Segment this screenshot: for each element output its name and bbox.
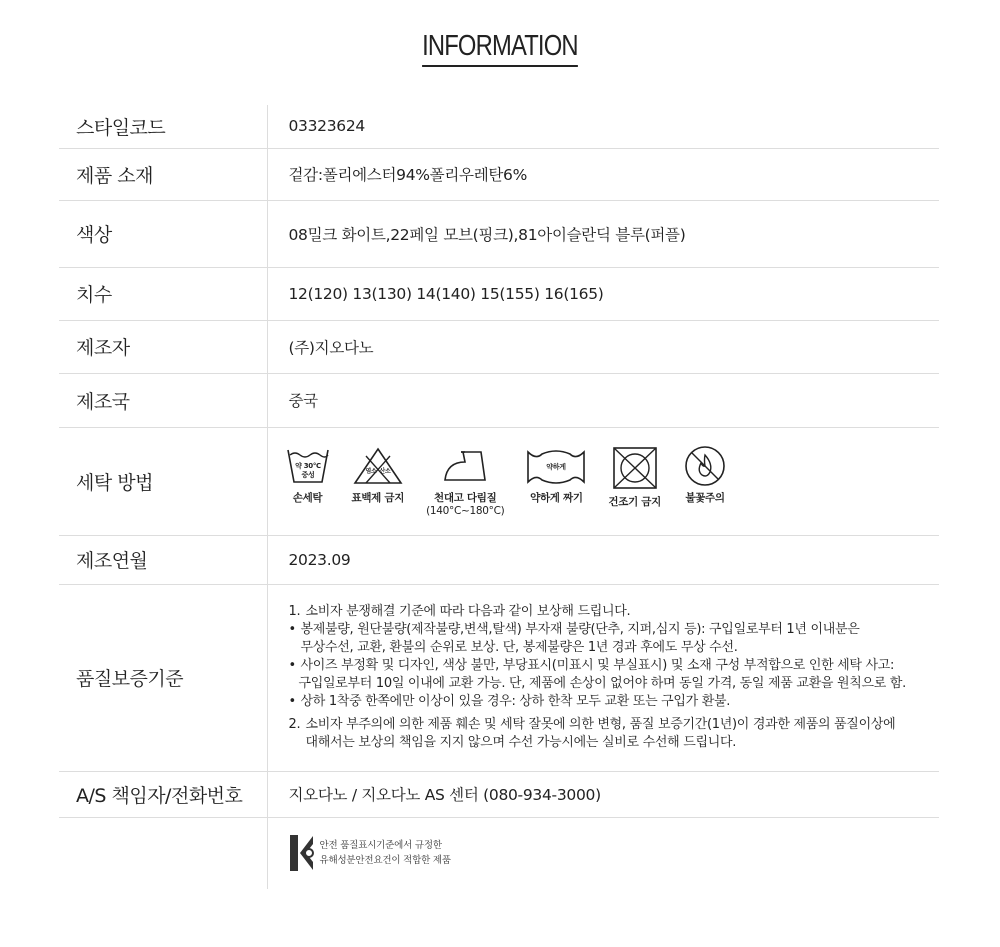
quality-item-1-text: 소비자 분쟁해결 기준에 따라 다음과 같이 보상해 드립니다. <box>305 604 631 619</box>
no-bleach-icon-oxygen: 산소 <box>379 467 391 475</box>
washing-label: 세탁 방법 <box>59 427 267 535</box>
gentle-wring-label: 약하게 짜기 <box>530 491 583 504</box>
kc-value <box>267 817 939 889</box>
iron-label: 천대고 다림질 <box>434 491 497 504</box>
row-quality <box>59 584 939 771</box>
material-value: 겉감:폴리에스터94%폴리우레탄6% <box>267 148 939 200</box>
quality-item-2-number: 2. <box>288 717 301 732</box>
quality-item-2 <box>289 716 940 734</box>
care-symbols <box>286 446 940 517</box>
kc-text <box>320 838 451 868</box>
iron-temp: (140°C~180°C) <box>426 504 505 517</box>
fire-caution-icon <box>683 446 727 486</box>
row-country <box>59 373 939 427</box>
quality-bullet-2 <box>289 657 940 675</box>
kc-certification <box>289 834 940 872</box>
gentle-wring-icon-text: 약하게 <box>546 462 567 471</box>
kc-line-2: 유해성분안전요건이 적합한 제품 <box>319 855 451 867</box>
kc-line-1: 안전 품질표시기준에서 규정한 <box>319 840 442 852</box>
page-title: INFORMATION <box>422 28 578 67</box>
date-value: 2023.09 <box>267 535 939 584</box>
style-code-value: 03323624 <box>267 105 939 148</box>
quality-item-2-cont: 대해서는 보상의 책임을 지지 않으며 수선 가능시에는 실비로 수선해 드립니다. <box>305 735 737 750</box>
kc-label-cell <box>59 817 267 889</box>
care-gentle-wring <box>526 446 586 505</box>
color-value: 08밀크 화이트,22페일 모브(핑크),81아이슬란딕 블루(퍼플) <box>267 200 939 267</box>
no-bleach-icon <box>352 446 404 486</box>
row-as <box>59 771 939 817</box>
country-label: 제조국 <box>59 373 267 427</box>
product-info-table <box>59 105 939 889</box>
row-size <box>59 267 939 320</box>
country-value: 중국 <box>267 373 939 427</box>
color-label: 색상 <box>59 200 267 267</box>
kc-mark-icon <box>289 834 315 872</box>
row-material <box>59 148 939 200</box>
no-bleach-icon-chlorine: 염소 <box>365 467 377 475</box>
quality-value <box>267 584 939 771</box>
as-value: 지오다노 / 지오다노 AS 센터 (080-934-3000) <box>267 771 939 817</box>
row-washing <box>59 427 939 535</box>
size-value: 12(120) 13(130) 14(140) 15(155) 16(165) <box>267 267 939 320</box>
quality-item-2-text: 소비자 부주의에 의한 제품 훼손 및 세탁 잘못에 의한 변형, 품질 보증기간(1년)이 경과한 제품의 품질이상에 <box>305 717 896 732</box>
maker-label: 제조자 <box>59 320 267 373</box>
row-date <box>59 535 939 584</box>
quality-item-1 <box>289 603 940 621</box>
quality-text <box>289 603 940 752</box>
no-bleach-label: 표백제 금지 <box>351 491 405 504</box>
bullet-icon: • <box>288 622 296 637</box>
size-label: 치수 <box>59 267 267 320</box>
care-hand-wash <box>286 446 330 505</box>
gentle-wring-icon <box>526 446 586 486</box>
quality-item-1-number: 1. <box>288 604 301 619</box>
title-wrap <box>0 28 1000 67</box>
row-kc <box>59 817 939 889</box>
style-code-label: 스타일코드 <box>59 105 267 148</box>
quality-bullet-1-cont: 무상수선, 교환, 환불의 순위로 보상. 단, 봉제불량은 1년 경과 후에도 무상 수선. <box>300 640 738 655</box>
material-label: 제품 소재 <box>59 148 267 200</box>
row-color <box>59 200 939 267</box>
care-no-dryer <box>608 446 661 509</box>
hand-wash-icon-temp: 약 30°C <box>294 461 321 470</box>
as-label: A/S 책임자/전화번호 <box>59 771 267 817</box>
row-style-code <box>59 105 939 148</box>
quality-bullet-3-text: 상하 1착중 한쪽에만 이상이 있을 경우: 상하 한착 모두 교환 또는 구입가 환불. <box>300 694 731 709</box>
maker-value: (주)지오다노 <box>267 320 939 373</box>
fire-caution-label: 불꽃주의 <box>685 491 725 504</box>
quality-bullet-2-text: 사이즈 부정확 및 디자인, 색상 불만, 부당표시(미표시 및 부실표시) 및 소재 구성 부적합으로 인한 세탁 사고: <box>300 658 895 673</box>
quality-label: 품질보증기준 <box>59 584 267 771</box>
iron-icon <box>441 446 489 486</box>
hand-wash-label: 손세탁 <box>292 491 323 504</box>
no-dryer-label: 건조기 금지 <box>608 495 661 508</box>
washing-value <box>267 427 939 535</box>
date-label: 제조연월 <box>59 535 267 584</box>
no-dryer-icon <box>612 446 658 490</box>
hand-wash-icon-neutral: 중성 <box>301 470 314 479</box>
quality-bullet-3 <box>289 693 940 711</box>
hand-wash-icon <box>286 446 330 486</box>
bullet-icon: • <box>288 694 296 709</box>
care-no-bleach <box>352 446 405 505</box>
row-maker <box>59 320 939 373</box>
quality-bullet-1 <box>289 621 940 639</box>
care-iron <box>426 446 504 517</box>
quality-bullet-1-text: 봉제불량, 원단불량(제작불량,변색,탈색) 부자재 불량(단추, 지퍼,심지 등): 구입일로부터 1년 이내분은 <box>300 622 860 637</box>
bullet-icon: • <box>288 658 296 673</box>
care-fire-caution <box>683 446 727 505</box>
quality-bullet-2-cont: 구입일로부터 10일 이내에 교환 가능. 단, 제품에 손상이 없어야 하며 동일 가격, 동일 제품 교환을 원칙으로 함. <box>298 676 906 691</box>
